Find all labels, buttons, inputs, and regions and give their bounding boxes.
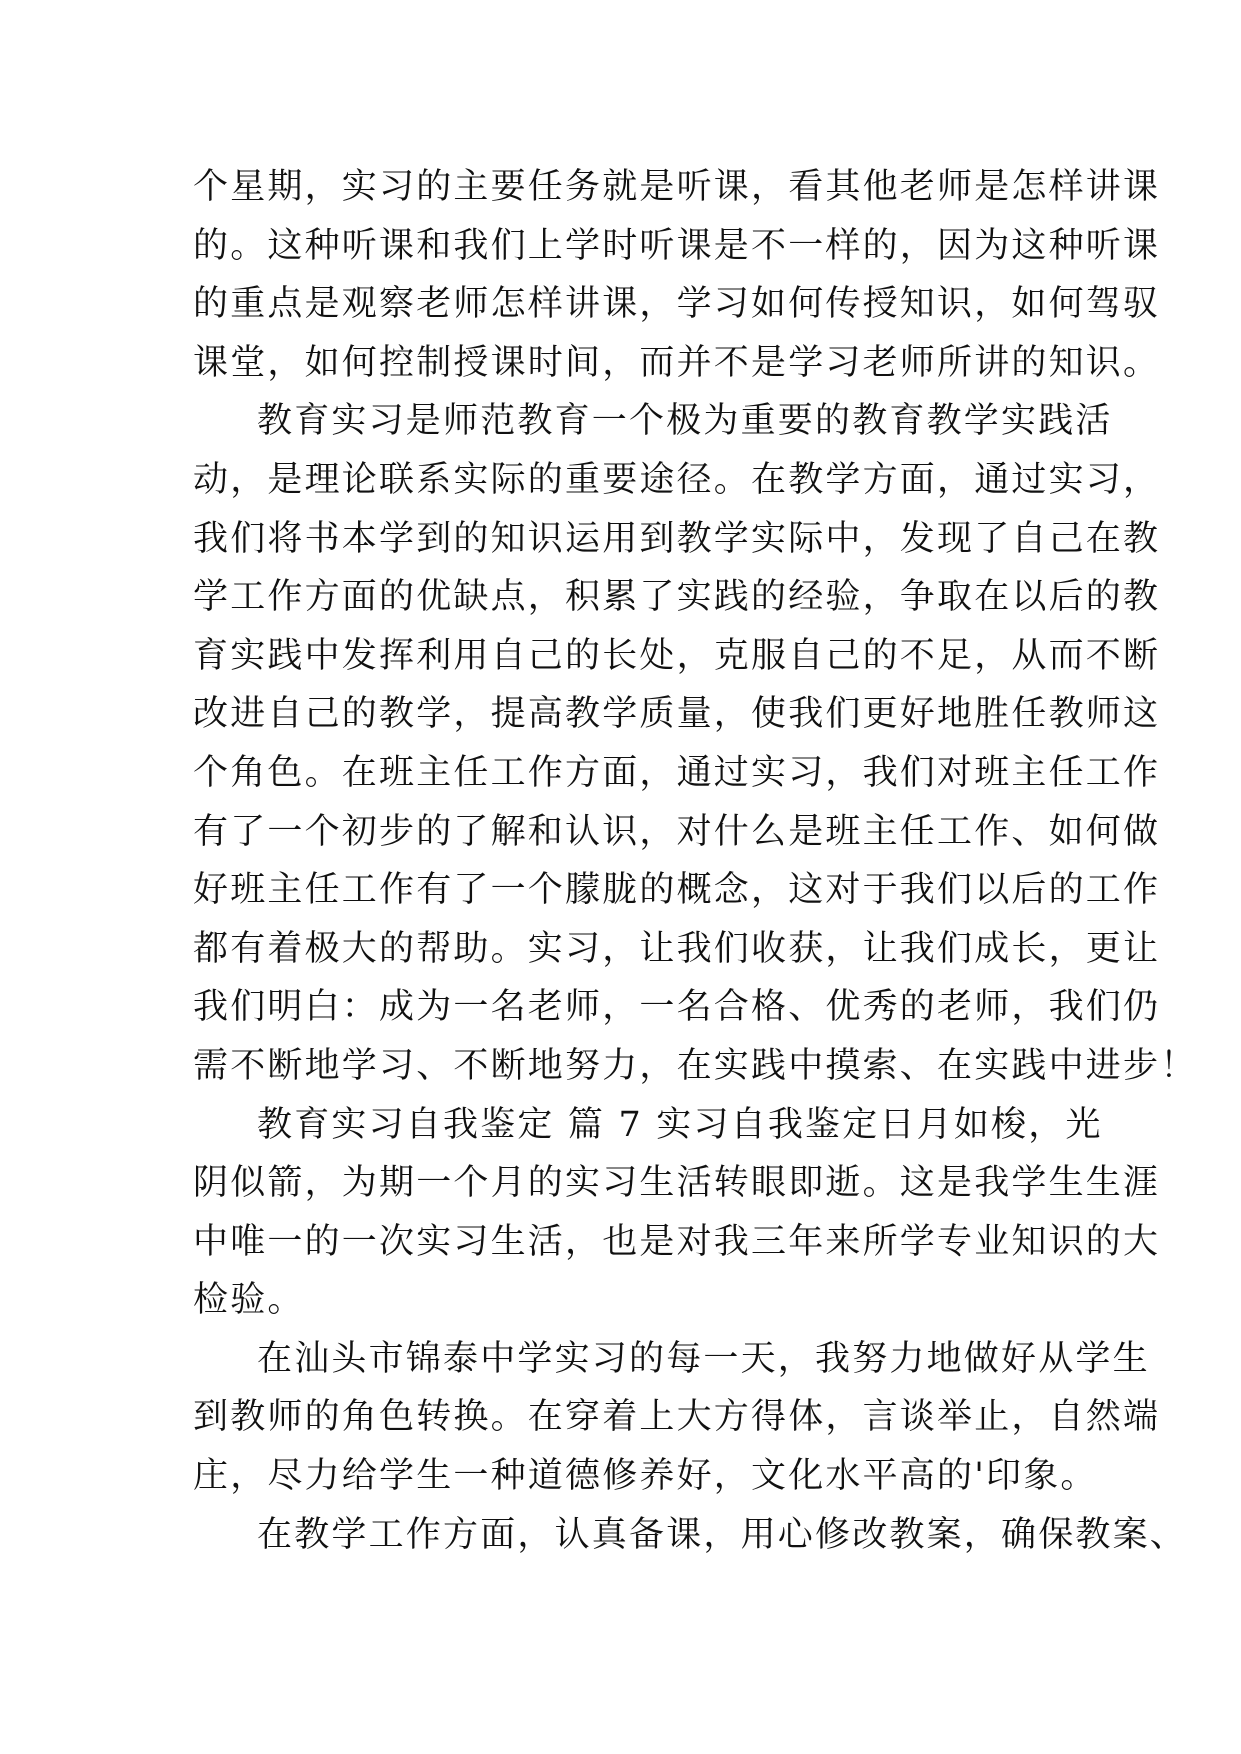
text-line: 的。这种听课和我们上学时听课是不一样的，因为这种听课 [193,225,1161,266]
text-line: 需不断地学习、不断地努力，在实践中摸索、在实践中进步！ [193,1045,1198,1086]
document-page [193,158,1198,1564]
text-line: 我们将书本学到的知识运用到教学实际中，发现了自己在教 [193,518,1161,559]
text-line: 课堂，如何控制授课时间，而并不是学习老师所讲的知识。 [193,342,1161,383]
text-line: 好班主任工作有了一个朦胧的概念，这对于我们以后的工作 [193,870,1161,911]
text-line: 在教学工作方面，认真备课，用心修改教案，确保教案、 [257,1514,1188,1555]
text-line: 改进自己的教学，提高教学质量，使我们更好地胜任教师这 [193,694,1161,735]
text-line: 我们明白：成为一名老师，一名合格、优秀的老师，我们仍 [193,987,1161,1028]
text-line: 在汕头市锦泰中学实习的每一天，我努力地做好从学生 [257,1338,1150,1379]
text-line: 个角色。在班主任工作方面，通过实习，我们对班主任工作 [193,752,1161,793]
text-line: 到教师的角色转换。在穿着上大方得体，言谈举止，自然端 [193,1397,1161,1438]
text-line: 个星期，实习的主要任务就是听课，看其他老师是怎样讲课 [193,167,1161,207]
text-line: 庄，尽力给学生一种道德修养好，文化水平高的'印象。 [193,1456,1098,1497]
text-line: 有了一个初步的了解和认识，对什么是班主任工作、如何做 [193,811,1161,852]
text-line: 检验。 [193,1280,305,1321]
text-line: 的重点是观察老师怎样讲课，学习如何传授知识，如何驾驭 [193,284,1161,325]
text-line: 学工作方面的优缺点，积累了实践的经验，争取在以后的教 [193,577,1161,618]
text-line: 动，是理论联系实际的重要途径。在教学方面，通过实习， [193,459,1161,500]
text-line: 阴似箭，为期一个月的实习生活转眼即逝。这是我学生生涯 [193,1163,1161,1204]
text-line: 中唯一的一次实习生活，也是对我三年来所学专业知识的大 [193,1221,1161,1262]
text-line: 育实践中发挥利用自己的长处，克服自己的不足，从而不断 [193,635,1161,676]
text-line: 教育实习自我鉴定 篇 7 实习自我鉴定日月如梭，光 [257,1104,1103,1145]
text-line: 都有着极大的帮助。实习，让我们收获，让我们成长，更让 [193,928,1161,969]
text-line: 教育实习是师范教育一个极为重要的教育教学实践活 [257,401,1113,442]
